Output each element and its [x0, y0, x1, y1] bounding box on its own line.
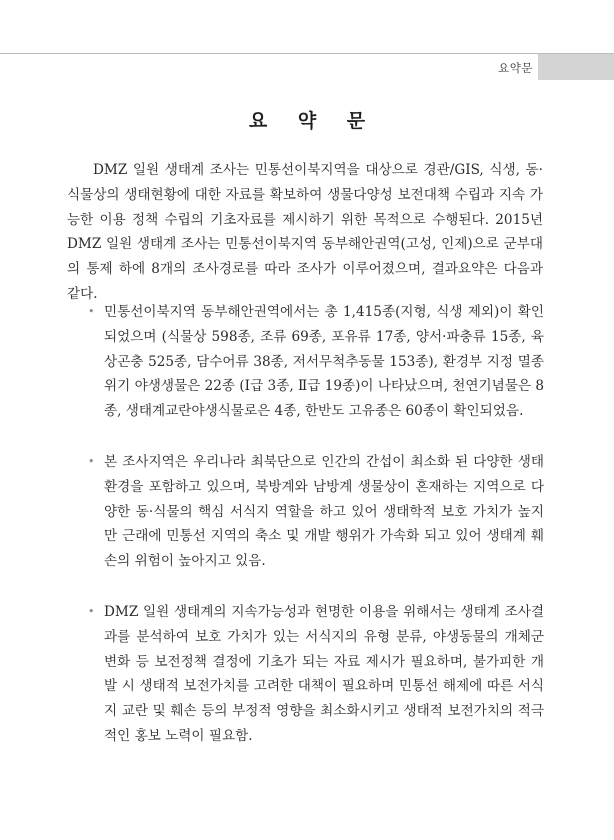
summary-bullet — [88, 600, 544, 749]
bullet-text: DMZ 일원 생태계의 지속가능성과 현명한 이용을 위해서는 생태계 조사결과를 분석하여 보호 가치가 있는 서식지의 유형 분류, 야생동물의 개체군 변화 등 보전정책 결정에 기초가 되는 자료 제시가 필요하며, 불가피한 개발 시 생태적 보전가치를 고려한 대책이 필요하며 민통선 해제에 따른 서식지 교란 및 훼손 등의 부정적 영향을 최소화시키고 생태적 보전가치의 적극적인 홍보 노력이 필요함. — [104, 603, 544, 744]
section-label: 요약문 — [498, 61, 533, 75]
bullet-dot-icon: • — [88, 305, 95, 318]
bullet-text: 본 조사지역은 우리나라 최북단으로 인간의 간섭이 최소화 된 다양한 생태환경을 포함하고 있으며, 북방계와 남방계 생물상이 혼재하는 지역으로 다양한 동·식물의 핵심 서식지 역할을 하고 있어 생태학적 보호 가치가 높지만 근래에 민통선 지역의 축소 및 개발 행위가 가속화 되고 있어 생태계 훼손의 위험이 높아지고 있음. — [104, 453, 544, 570]
summary-bullet-list — [88, 300, 544, 775]
intro-paragraph: DMZ 일원 생태계 조사는 민통선이북지역을 대상으로 경관/GIS, 식생, 동·식물상의 생태현황에 대한 자료를 확보하여 생물다양성 보전대책 수립과 지속 가능한 이용 정책 수립의 기초자료를 제시하기 위한 목적으로 수행된다. 2015년 DMZ 일원 생태계 조사는 민통선이북지역 동부해안권역(고성, 인제)으로 군부대의 통제 하에 8개의 조사경로를 따라 조사가 이루어졌으며, 결과요약은 다음과 같다. — [67, 162, 543, 302]
page-title: 요 약 문 — [248, 110, 378, 132]
bullet-dot-icon: • — [88, 454, 95, 468]
bullet-dot-icon: • — [88, 604, 95, 618]
section-tab — [538, 54, 614, 80]
summary-bullet — [88, 300, 544, 424]
bullet-text: 민통선이북지역 동부해안권역에서는 총 1,415종(지형, 식생 제외)이 확인되었으며 (식물상 598종, 조류 69종, 포유류 17종, 양서·파충류 15종, 육상곤충 525종, 담수어류 38종, 저서무척추동물 153종), 환경부 지정 멸종위기 야생생물은 22종 (Ⅰ급 3종, Ⅱ급 19종)이 나타났으며, 천연기념물은 8종, 생태계교란야생식물로은 4종, 한반도 고유종은 60종이 확인되었음. — [104, 304, 544, 420]
summary-bullet — [88, 450, 544, 574]
running-header — [0, 54, 614, 80]
